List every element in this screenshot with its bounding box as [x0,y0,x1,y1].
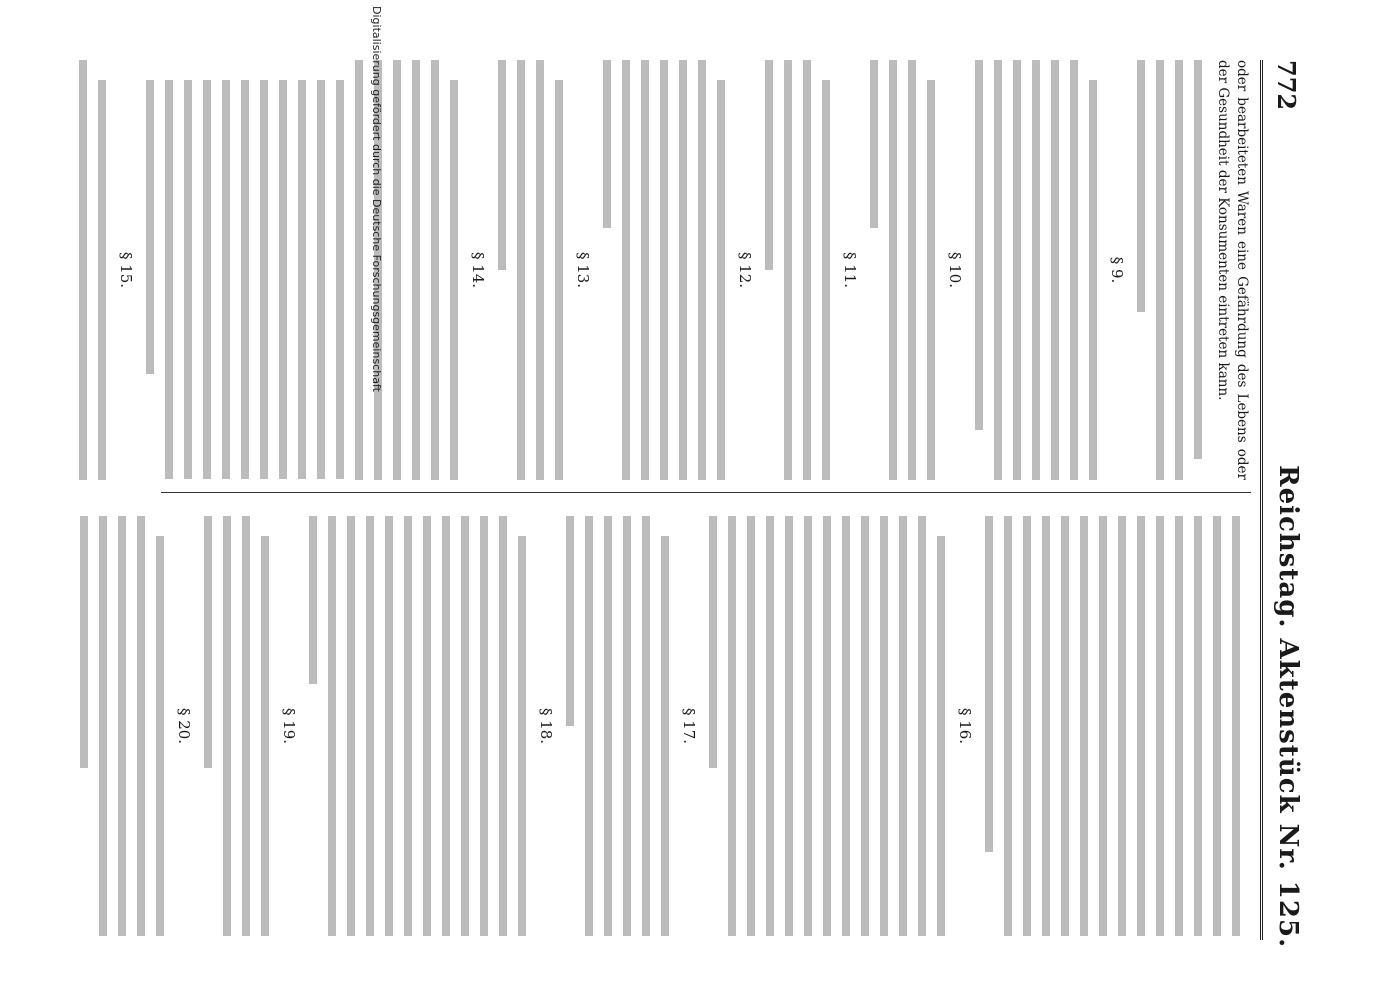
text-line [184,80,192,479]
text-line [1156,60,1164,480]
text-line [499,516,507,936]
text-line [241,80,249,479]
text-line [622,60,630,480]
text-line [223,516,231,936]
text-line [975,60,983,430]
text-line [1061,516,1069,936]
text-line [765,60,773,270]
text-line [1023,516,1031,936]
text-line [498,60,506,270]
text-line [431,60,439,480]
text-line [222,80,230,479]
text-line [1099,516,1107,936]
text-line [461,516,469,936]
text-line [1013,60,1021,480]
text-line [566,516,574,726]
text-line [1232,516,1240,936]
text-line [1213,516,1221,936]
section-heading: § 11. [841,251,859,289]
section-heading: § 14. [469,251,487,289]
text-line [823,516,831,936]
text-line [404,516,412,936]
text-line [517,60,525,480]
text-line [555,80,563,480]
text-line [146,80,154,374]
text-line [204,516,212,768]
text-line [80,516,88,768]
text-line [623,516,631,936]
text-line [717,80,725,480]
text-line [803,60,811,480]
text-line [1137,516,1145,936]
text-line [79,60,87,480]
text-line [450,80,458,480]
section-heading: § 17. [680,707,698,745]
right-column [36,516,1251,936]
text-line [1032,60,1040,480]
text-line [393,60,401,480]
text-line [642,516,650,936]
text-line [1089,80,1097,480]
text-line [1156,516,1164,936]
text-line [442,516,450,936]
text-line [861,516,869,936]
text-line [336,80,344,479]
section-heading: § 13. [574,251,592,289]
text-line [1175,60,1183,480]
text-line [328,516,336,936]
text-line [279,80,287,479]
text-line [641,60,649,480]
page-number: 772 [1272,60,1301,111]
text-line [804,516,812,936]
text-line [317,80,325,479]
text-line [785,516,793,936]
text-line [118,516,126,936]
text-line [889,60,897,480]
text-line [585,516,593,936]
section-heading: § 19. [280,707,298,745]
text-line [536,60,544,480]
text-line [1004,516,1012,936]
text-line [899,516,907,936]
section-heading: § 9. [1108,256,1126,284]
text-line [985,516,993,852]
section-heading: § 18. [537,707,555,745]
text-line [355,60,363,480]
text-line [822,80,830,480]
text-line [298,80,306,479]
text-line [99,516,107,936]
text-line [347,516,355,936]
text-line [698,60,706,480]
text-line [1194,516,1202,936]
text-line [679,60,687,480]
text-line [747,516,755,936]
text-line [98,80,106,480]
text-line [518,536,526,936]
text-line [1042,516,1050,936]
text-line [918,516,926,936]
text-line [1051,60,1059,480]
column-divider [161,492,1251,493]
text-line [709,516,717,768]
text-line [1070,60,1078,480]
text-line [309,516,317,684]
text-line [661,536,669,936]
text-line [165,80,173,479]
header-rule [1260,60,1263,940]
text-line [1194,60,1202,459]
text-line [260,80,268,479]
text-line [385,516,393,936]
text-line [412,60,420,480]
text-line [603,60,611,228]
text-line [423,516,431,936]
section-heading: § 16. [956,707,974,745]
text-line [156,536,164,936]
text-line [927,80,935,480]
text-line [1175,516,1183,936]
text-line [880,516,888,936]
text-line [1118,516,1126,936]
text-line [203,80,211,479]
text-line [937,536,945,936]
text-line [480,516,488,936]
text-line [660,60,668,480]
text-line [870,60,878,228]
opening-lines: oder bearbeiteten Waren eine Gefährdung des Lebens oder der Gesundheit der Konsumenten eintreten kann. [1215,60,1250,480]
text-line [242,516,250,936]
section-heading: § 20. [175,707,193,745]
text-line [728,516,736,936]
text-line [1080,516,1088,936]
section-heading: § 10. [946,251,964,289]
text-line [604,516,612,936]
text-line [842,516,850,936]
text-line [994,60,1002,480]
text-line [1137,60,1145,312]
text-line [784,60,792,480]
text-line [261,536,269,936]
text-line [137,516,145,936]
text-line [766,516,774,936]
digitization-credit: Digitalisierung gefördert durch die Deutsche Forschungsgemeinschaft [370,6,383,392]
left-column [36,60,1251,480]
section-heading: § 12. [736,251,754,289]
section-heading: § 15. [117,251,135,289]
running-header: Reichstag. Aktenstück Nr. 125. [1273,465,1303,949]
text-line [908,60,916,480]
